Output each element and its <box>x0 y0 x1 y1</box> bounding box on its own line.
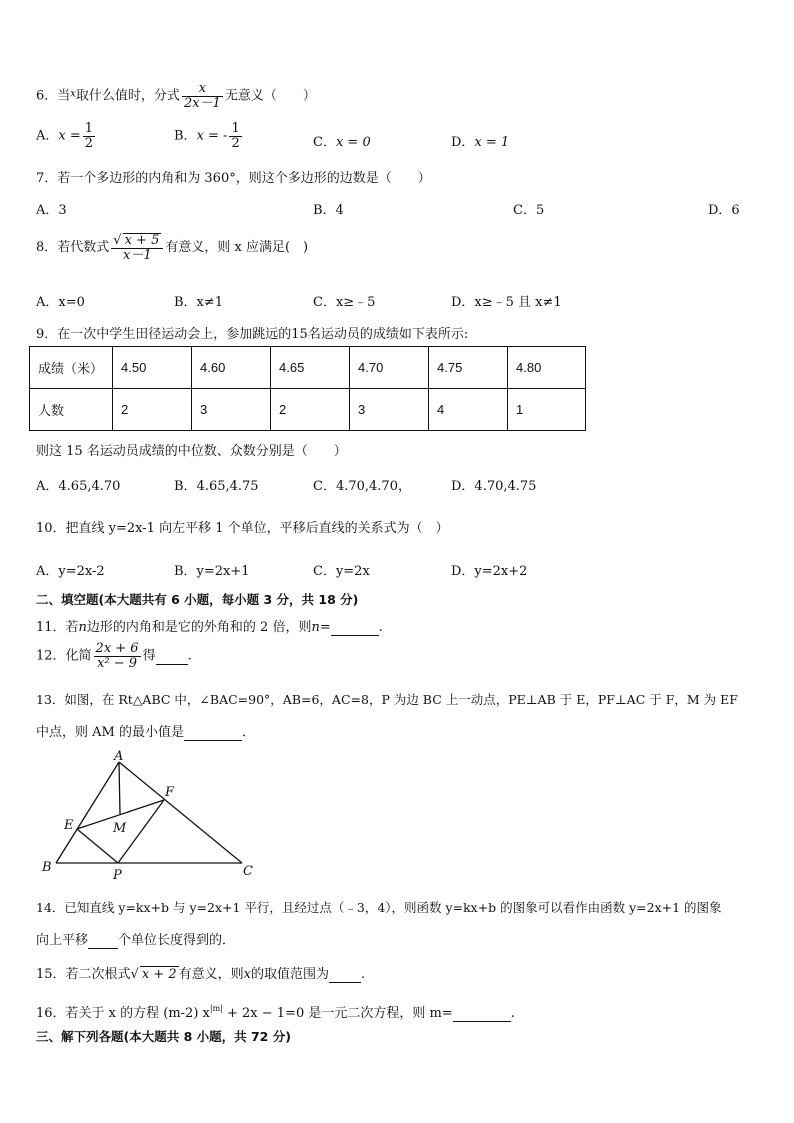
score-table <box>29 346 586 431</box>
q6-prefix: 6．当 <box>36 88 71 104</box>
q11-mid: 边形的内角和是它的外角和的 2 倍，则 <box>86 620 312 635</box>
q15-answer-blank[interactable] <box>329 967 361 983</box>
q9-option-d[interactable]: D．4.70,4.75 <box>451 479 537 494</box>
q7-option-b[interactable]: B．4 <box>313 203 344 218</box>
q6-b-num: 1 <box>231 121 240 136</box>
q11-var: n <box>78 620 87 635</box>
q8-option-d[interactable]: D．x≥﹣5 且 x≠1 <box>451 295 562 310</box>
q10-option-a[interactable]: A．y=2x-2 <box>36 564 105 579</box>
q8-option-c[interactable]: C．x≥﹣5 <box>313 295 376 310</box>
q8-frac-den: x－1 <box>123 247 152 263</box>
table-cell: 4.70 <box>350 347 429 389</box>
q8-frac-num <box>111 233 163 249</box>
q12-frac-num: 2x + 6 <box>95 641 139 656</box>
q7-option-a[interactable]: A．3 <box>36 203 67 218</box>
q6-a-label: A． <box>36 128 59 144</box>
q12-answer-blank[interactable] <box>156 649 188 665</box>
section-2-heading: 二、填空题(本大题共有 6 小题，每小题 3 分，共 18 分) <box>36 592 359 607</box>
q6-option-c[interactable] <box>313 131 371 150</box>
q10-option-c[interactable]: C．y=2x <box>313 564 370 579</box>
q6-frac-den: 2x－1 <box>183 95 221 111</box>
q8-prefix: 8．若代数式 <box>36 240 110 256</box>
q11-prefix: 11．若 <box>36 620 79 635</box>
label-c: C <box>243 864 253 879</box>
q6-frac-num: x <box>182 82 223 97</box>
q9-option-c[interactable]: C．4.70,4.70， <box>313 479 411 494</box>
sqrt-sign-icon: √ <box>113 233 122 248</box>
table-cell: 4.65 <box>271 347 350 389</box>
q6-c-label: C． <box>313 135 336 150</box>
table-cell: 4.80 <box>508 347 586 389</box>
table-cell: 3 <box>350 389 429 431</box>
q6-var: x <box>70 88 76 100</box>
question-16 <box>36 1002 515 1022</box>
q8-sqrt-arg: x + 5 <box>124 233 160 248</box>
q12-frac-den: x² − 9 <box>97 655 138 671</box>
table-header-cell: 成绩（米） <box>30 347 113 389</box>
q6-mid: 取什么值时，分式 <box>75 88 180 104</box>
table-cell: 4 <box>429 389 508 431</box>
segment-ac <box>119 762 242 863</box>
q10-option-d[interactable]: D．y=2x+2 <box>451 564 528 579</box>
q6-b-label: B． <box>174 128 197 144</box>
q11-dot: . <box>378 620 383 635</box>
q16-superscript: |m| <box>209 1004 223 1013</box>
table-cell: 2 <box>271 389 350 431</box>
q6-c-text: x = 0 <box>335 135 371 150</box>
q12-prefix: 12．化简 <box>36 648 92 664</box>
q12-fraction <box>94 642 141 670</box>
label-p: P <box>113 868 122 883</box>
table-cell: 3 <box>192 389 271 431</box>
q7-option-c[interactable]: C．5 <box>513 203 545 218</box>
question-7: 7．若一个多边形的内角和为 360°，则这个多边形的边数是（ ） <box>36 171 431 186</box>
q16-dot: . <box>510 1006 515 1021</box>
q9-after: 则这 15 名运动员成绩的中位数、众数分别是（ ） <box>36 444 347 459</box>
q14-answer-blank[interactable] <box>88 933 118 949</box>
q9-option-a[interactable]: A．4.65,4.70 <box>36 479 121 494</box>
label-m: M <box>113 821 127 836</box>
question-14-line2 <box>36 929 235 949</box>
question-14-line1: 14．已知直线 y=kx+b 与 y=2x+1 平行，且经过点（﹣3，4），则函数 y=kx+b 的图象可以看作由函数 y=2x+1 的图象 <box>36 900 722 915</box>
q9-option-b[interactable]: B．4.65,4.75 <box>174 479 259 494</box>
q11-answer-blank[interactable] <box>331 620 379 636</box>
q6-b-frac <box>229 122 241 150</box>
segment-ep <box>77 829 118 863</box>
q15-suffix: 的取值范围为 <box>250 967 329 982</box>
table-cell: 4.60 <box>192 347 271 389</box>
triangle-figure <box>36 748 266 883</box>
label-e: E <box>64 818 74 833</box>
question-13-line1: 13．如图，在 Rt△ABC 中，∠BAC=90°，AB=6，AC=8，P 为边 BC 上一动点，PE⊥AB 于 E，PF⊥AC 于 F，M 为 EF <box>36 692 738 707</box>
table-cell: 2 <box>113 389 192 431</box>
question-13-line2 <box>36 721 255 741</box>
question-11 <box>36 616 383 636</box>
sqrt-sign-icon: √ <box>130 967 139 982</box>
q6-b-pre: x = - <box>196 128 228 144</box>
q15-dot: . <box>360 967 366 982</box>
q11-var2: n <box>311 620 320 635</box>
q6-option-b[interactable] <box>174 122 244 150</box>
label-a: A <box>114 749 124 764</box>
q6-option-a[interactable] <box>36 122 97 150</box>
segment-ba <box>56 762 119 863</box>
q15-radicand: x + 2 <box>141 967 177 982</box>
q11-end: = <box>319 620 331 635</box>
q7-option-d[interactable]: D．6 <box>708 203 740 218</box>
section-3-heading: 三、解下列各题(本大题共 8 小题，共 72 分) <box>36 1029 291 1044</box>
q15-prefix: 15．若二次根式 <box>36 967 131 982</box>
label-b: B <box>42 860 52 875</box>
table-row <box>30 389 586 431</box>
table-cell: 1 <box>508 389 586 431</box>
q10-option-b[interactable]: B．y=2x+1 <box>174 564 250 579</box>
q16-prefix: 16．若关于 x 的方程 (m-2) x <box>36 1006 210 1021</box>
q13-dot: ． <box>241 725 255 740</box>
q14-line2a: 向上平移 <box>36 933 89 948</box>
q12-dot: . <box>187 648 192 664</box>
q8-fraction <box>111 233 163 262</box>
table-row <box>30 347 586 389</box>
q6-suffix: 无意义（ ） <box>224 88 316 104</box>
q8-suffix: 有意义，则 x 应满足( ) <box>165 240 309 256</box>
segment-am <box>119 762 120 814</box>
q6-d-text: x = 1 <box>474 135 510 150</box>
q15-mid: 有意义，则 <box>178 967 244 982</box>
table-cell: 4.75 <box>429 347 508 389</box>
question-15 <box>36 963 365 983</box>
question-8 <box>36 233 308 262</box>
q13-line2-text: 中点，则 AM 的最小值是 <box>36 725 184 740</box>
q16-answer-blank[interactable] <box>453 1006 511 1022</box>
table-cell: 4.50 <box>113 347 192 389</box>
q6-option-d[interactable] <box>451 131 509 150</box>
table-header-cell: 人数 <box>30 389 113 431</box>
q6-a-frac <box>83 122 95 150</box>
q6-a-pre: x = <box>58 128 81 144</box>
q16-mid: + 2x − 1=0 是一元二次方程，则 m= <box>222 1006 453 1021</box>
q13-answer-blank[interactable] <box>184 725 242 741</box>
question-12 <box>36 642 192 670</box>
q8-option-a[interactable]: A．x=0 <box>36 295 85 310</box>
question-6 <box>36 82 316 110</box>
q6-a-num: 1 <box>84 121 94 136</box>
q6-fraction <box>182 82 223 110</box>
label-f: F <box>165 785 175 800</box>
q14-line2b: 个单位长度得到的． <box>118 933 236 948</box>
q8-option-b[interactable]: B．x≠1 <box>174 295 224 310</box>
question-10: 10．把直线 y=2x-1 向左平移 1 个单位，平移后直线的关系式为（ ） <box>36 521 449 536</box>
q15-var: x <box>243 967 251 982</box>
q6-a-den: 2 <box>84 135 94 151</box>
q12-suffix: 得 <box>142 648 156 664</box>
q6-d-label: D． <box>451 135 475 150</box>
q6-b-den: 2 <box>231 135 240 151</box>
question-9: 9．在一次中学生田径运动会上，参加跳远的15名运动员的成绩如下表所示: <box>36 327 469 342</box>
